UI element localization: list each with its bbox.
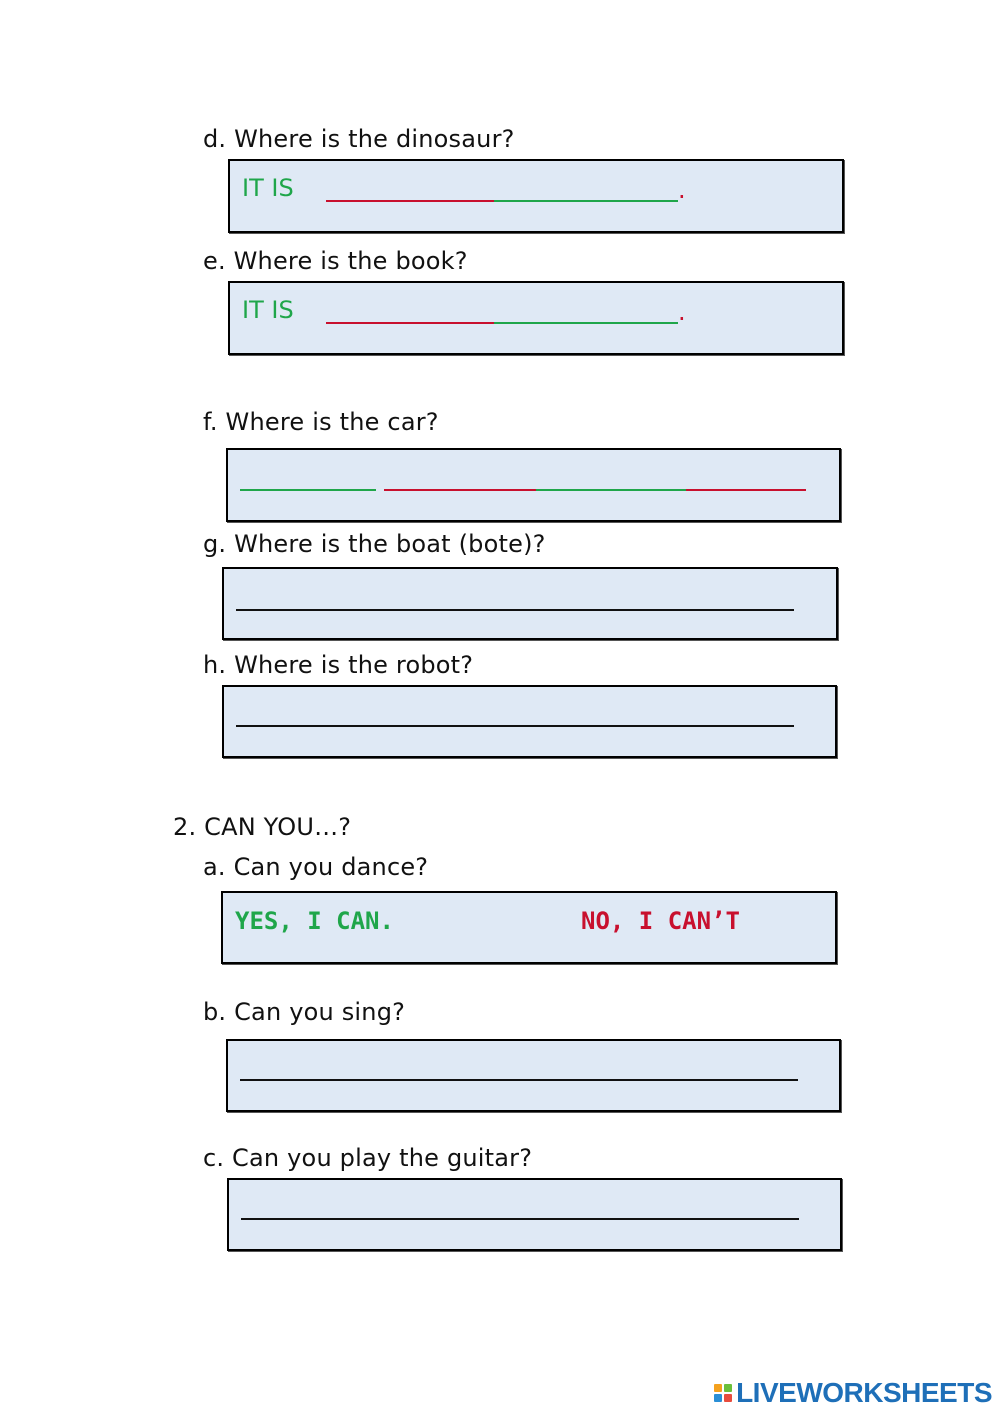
brand-name: LIVEWORKSHEETS: [736, 1377, 992, 1408]
it-is-prefix: IT IS: [242, 174, 294, 202]
question-a: a. Can you dance?: [203, 853, 429, 881]
blank-green[interactable]: [536, 489, 686, 491]
no-answer[interactable]: NO, I CAN’T: [581, 907, 740, 935]
question-b: b. Can you sing?: [203, 998, 406, 1026]
blank-line[interactable]: [236, 725, 794, 727]
liveworksheets-logo-icon: [714, 1384, 732, 1402]
blank-red[interactable]: [326, 200, 494, 202]
liveworksheets-brand: [714, 1376, 992, 1410]
blank-line[interactable]: [236, 609, 794, 611]
answer-box-g[interactable]: [222, 567, 838, 640]
blank-red[interactable]: [686, 489, 806, 491]
answer-box-h[interactable]: [222, 685, 837, 758]
question-f: f. Where is the car?: [203, 408, 439, 436]
section-title: 2. CAN YOU…?: [173, 813, 352, 841]
question-g: g. Where is the boat (bote)?: [203, 530, 546, 558]
blank-green[interactable]: [240, 489, 376, 491]
it-is-prefix: IT IS: [242, 296, 294, 324]
blank-green[interactable]: [494, 322, 678, 324]
answer-box-f[interactable]: [226, 448, 841, 522]
blank-red[interactable]: [326, 322, 494, 324]
question-d: d. Where is the dinosaur?: [203, 125, 515, 153]
answer-box-c[interactable]: [227, 1178, 842, 1251]
answer-box-b[interactable]: [226, 1039, 841, 1112]
answer-box-d[interactable]: [228, 159, 844, 233]
blank-red[interactable]: [384, 489, 536, 491]
question-h: h. Where is the robot?: [203, 651, 474, 679]
blank-line[interactable]: [240, 1079, 798, 1081]
period: .: [678, 298, 686, 326]
question-c: c. Can you play the guitar?: [203, 1144, 533, 1172]
answer-box-e[interactable]: [228, 281, 844, 355]
blank-line[interactable]: [241, 1218, 799, 1220]
question-e: e. Where is the book?: [203, 247, 468, 275]
period: .: [678, 176, 686, 204]
answer-box-a[interactable]: [221, 891, 837, 964]
yes-answer[interactable]: YES, I CAN.: [235, 907, 394, 935]
blank-green[interactable]: [494, 200, 678, 202]
